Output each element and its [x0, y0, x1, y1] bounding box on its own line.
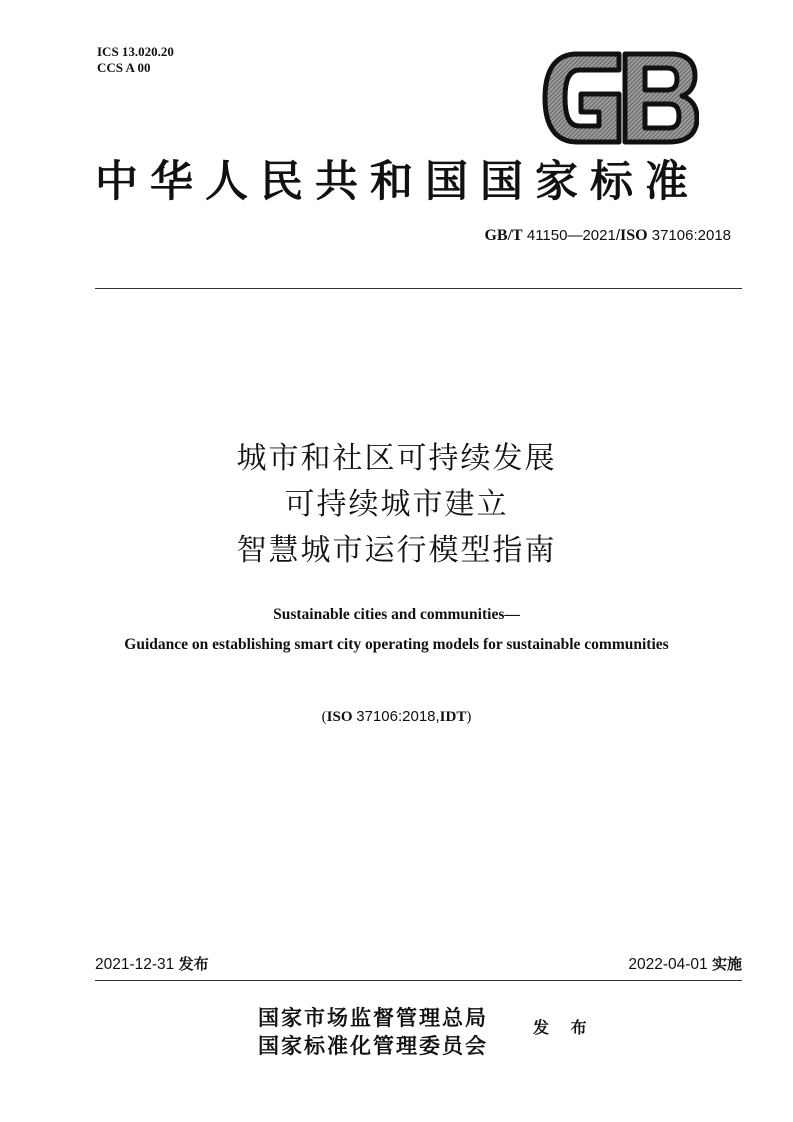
footer-divider — [95, 980, 742, 981]
ccs-code: CCS A 00 — [97, 60, 151, 75]
english-title-line: Guidance on establishing smart city operating models for sustainable communities — [124, 636, 669, 653]
standard-code: 41150—2021/ — [526, 227, 620, 244]
issuer-name: 国家标准化管理委员会 — [258, 1033, 488, 1058]
chinese-title-line: 智慧城市运行模型指南 — [236, 533, 557, 568]
english-title-line: Sustainable cities and communities— — [273, 606, 520, 623]
implement-label: 实施 — [711, 955, 742, 973]
header-divider — [95, 288, 742, 289]
iso-equivalence-close: ) — [466, 709, 472, 725]
implement-date-block — [628, 953, 742, 976]
standard-iso-code: 37106:2018 — [651, 227, 731, 244]
iso-equivalence-prefix: ISO — [326, 709, 353, 725]
gb-logo — [541, 50, 699, 146]
national-standard-title: 中华人民共和国国家标准 — [95, 157, 700, 207]
standard-number — [484, 226, 731, 246]
gb-logo-letter-b — [625, 54, 697, 142]
ics-code: ICS 13.020.20 — [97, 44, 174, 59]
implement-date: 2022-04-01 — [628, 956, 708, 973]
iso-equivalence-open: ( — [321, 709, 327, 725]
classification-codes — [97, 44, 174, 76]
iso-equivalence-degree: IDT — [439, 709, 467, 725]
standard-prefix: GB/T — [484, 227, 523, 244]
date-row — [95, 953, 742, 975]
gb-logo-letter-g — [545, 54, 619, 142]
chinese-title-line: 可持续城市建立 — [284, 487, 509, 522]
issue-date-block — [95, 953, 209, 976]
issuing-bodies — [258, 1004, 488, 1060]
issue-label: 发布 — [178, 955, 209, 973]
english-title — [0, 600, 793, 660]
iso-equivalence-number: 37106:2018, — [356, 708, 440, 725]
issuer-name: 国家市场监督管理总局 — [258, 1005, 488, 1030]
chinese-title-line: 城市和社区可持续发展 — [236, 441, 557, 476]
publish-label: 发 布 — [533, 1018, 595, 1037]
standard-iso-prefix: ISO — [620, 227, 648, 244]
issue-date: 2021-12-31 — [95, 956, 175, 973]
iso-equivalence — [0, 706, 793, 728]
chinese-title — [0, 436, 793, 574]
